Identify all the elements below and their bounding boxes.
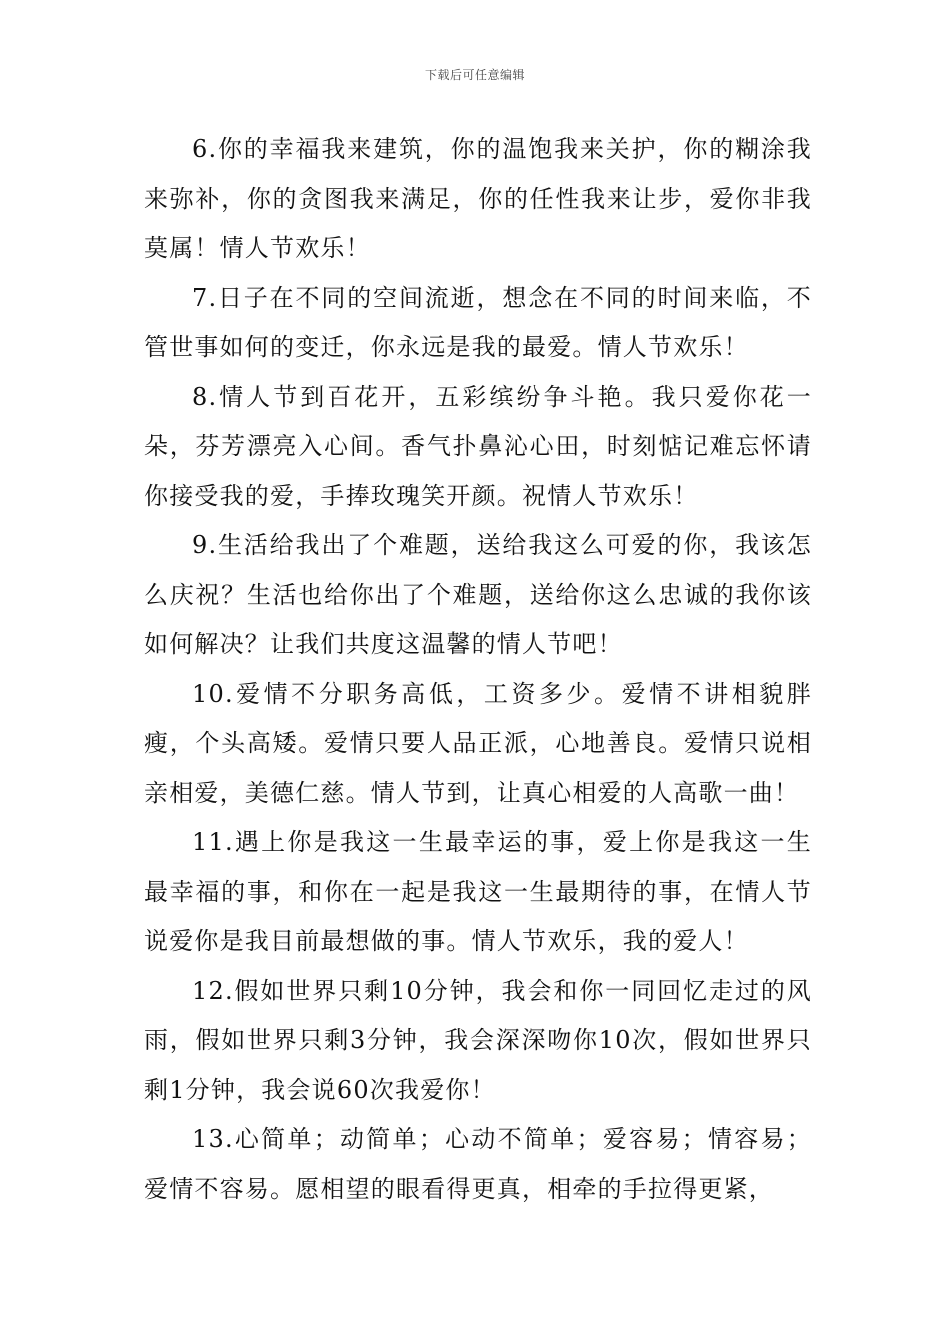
paragraph-11: 11.遇上你是我这一生最幸运的事，爱上你是我这一生最幸福的事，和你在一起是我这一生最期待的事，在情人节说爱你是我目前最想做的事。情人节欢乐，我的爱人！ — [144, 828, 812, 955]
paragraph-13: 13.心简单；动简单；心动不简单；爱容易；情容易；爱情不容易。愿相望的眼看得更真，相牵的手拉得更紧， — [144, 1125, 812, 1203]
page-header: 下载后可任意编辑 — [424, 68, 525, 82]
paragraph-12: 12.假如世界只剩10分钟，我会和你一同回忆走过的风雨，假如世界只剩3分钟，我会深深吻你10次，假如世界只剩1分钟，我会说60次我爱你！ — [144, 976, 812, 1104]
paragraph-10: 10.爱情不分职务高低，工资多少。爱情不讲相貌胖瘦，个头高矮。爱情只要人品正派，心地善良。爱情只说相亲相爱，美德仁慈。情人节到，让真心相爱的人高歌一曲！ — [144, 679, 812, 807]
paragraph-6: 6.你的幸福我来建筑，你的温饱我来关护，你的糊涂我来弥补，你的贪图我来满足，你的任性我来让步，爱你非我莫属！情人节欢乐！ — [144, 135, 812, 262]
paragraph-7: 7.日子在不同的空间流逝，想念在不同的时间来临，不管世事如何的变迁，你永远是我的最爱。情人节欢乐！ — [144, 283, 812, 361]
paragraph-9: 9.生活给我出了个难题，送给我这么可爱的你，我该怎么庆祝？生活也给你出了个难题，送给你这么忠诚的我你该如何解决？让我们共度这温馨的情人节吧！ — [144, 531, 812, 658]
paragraph-8: 8.情人节到百花开，五彩缤纷争斗艳。我只爱你花一朵，芬芳漂亮入心间。香气扑鼻沁心田，时刻惦记难忘怀请你接受我的爱，手捧玫瑰笑开颜。祝情人节欢乐！ — [144, 382, 812, 510]
document-body — [144, 125, 812, 1214]
